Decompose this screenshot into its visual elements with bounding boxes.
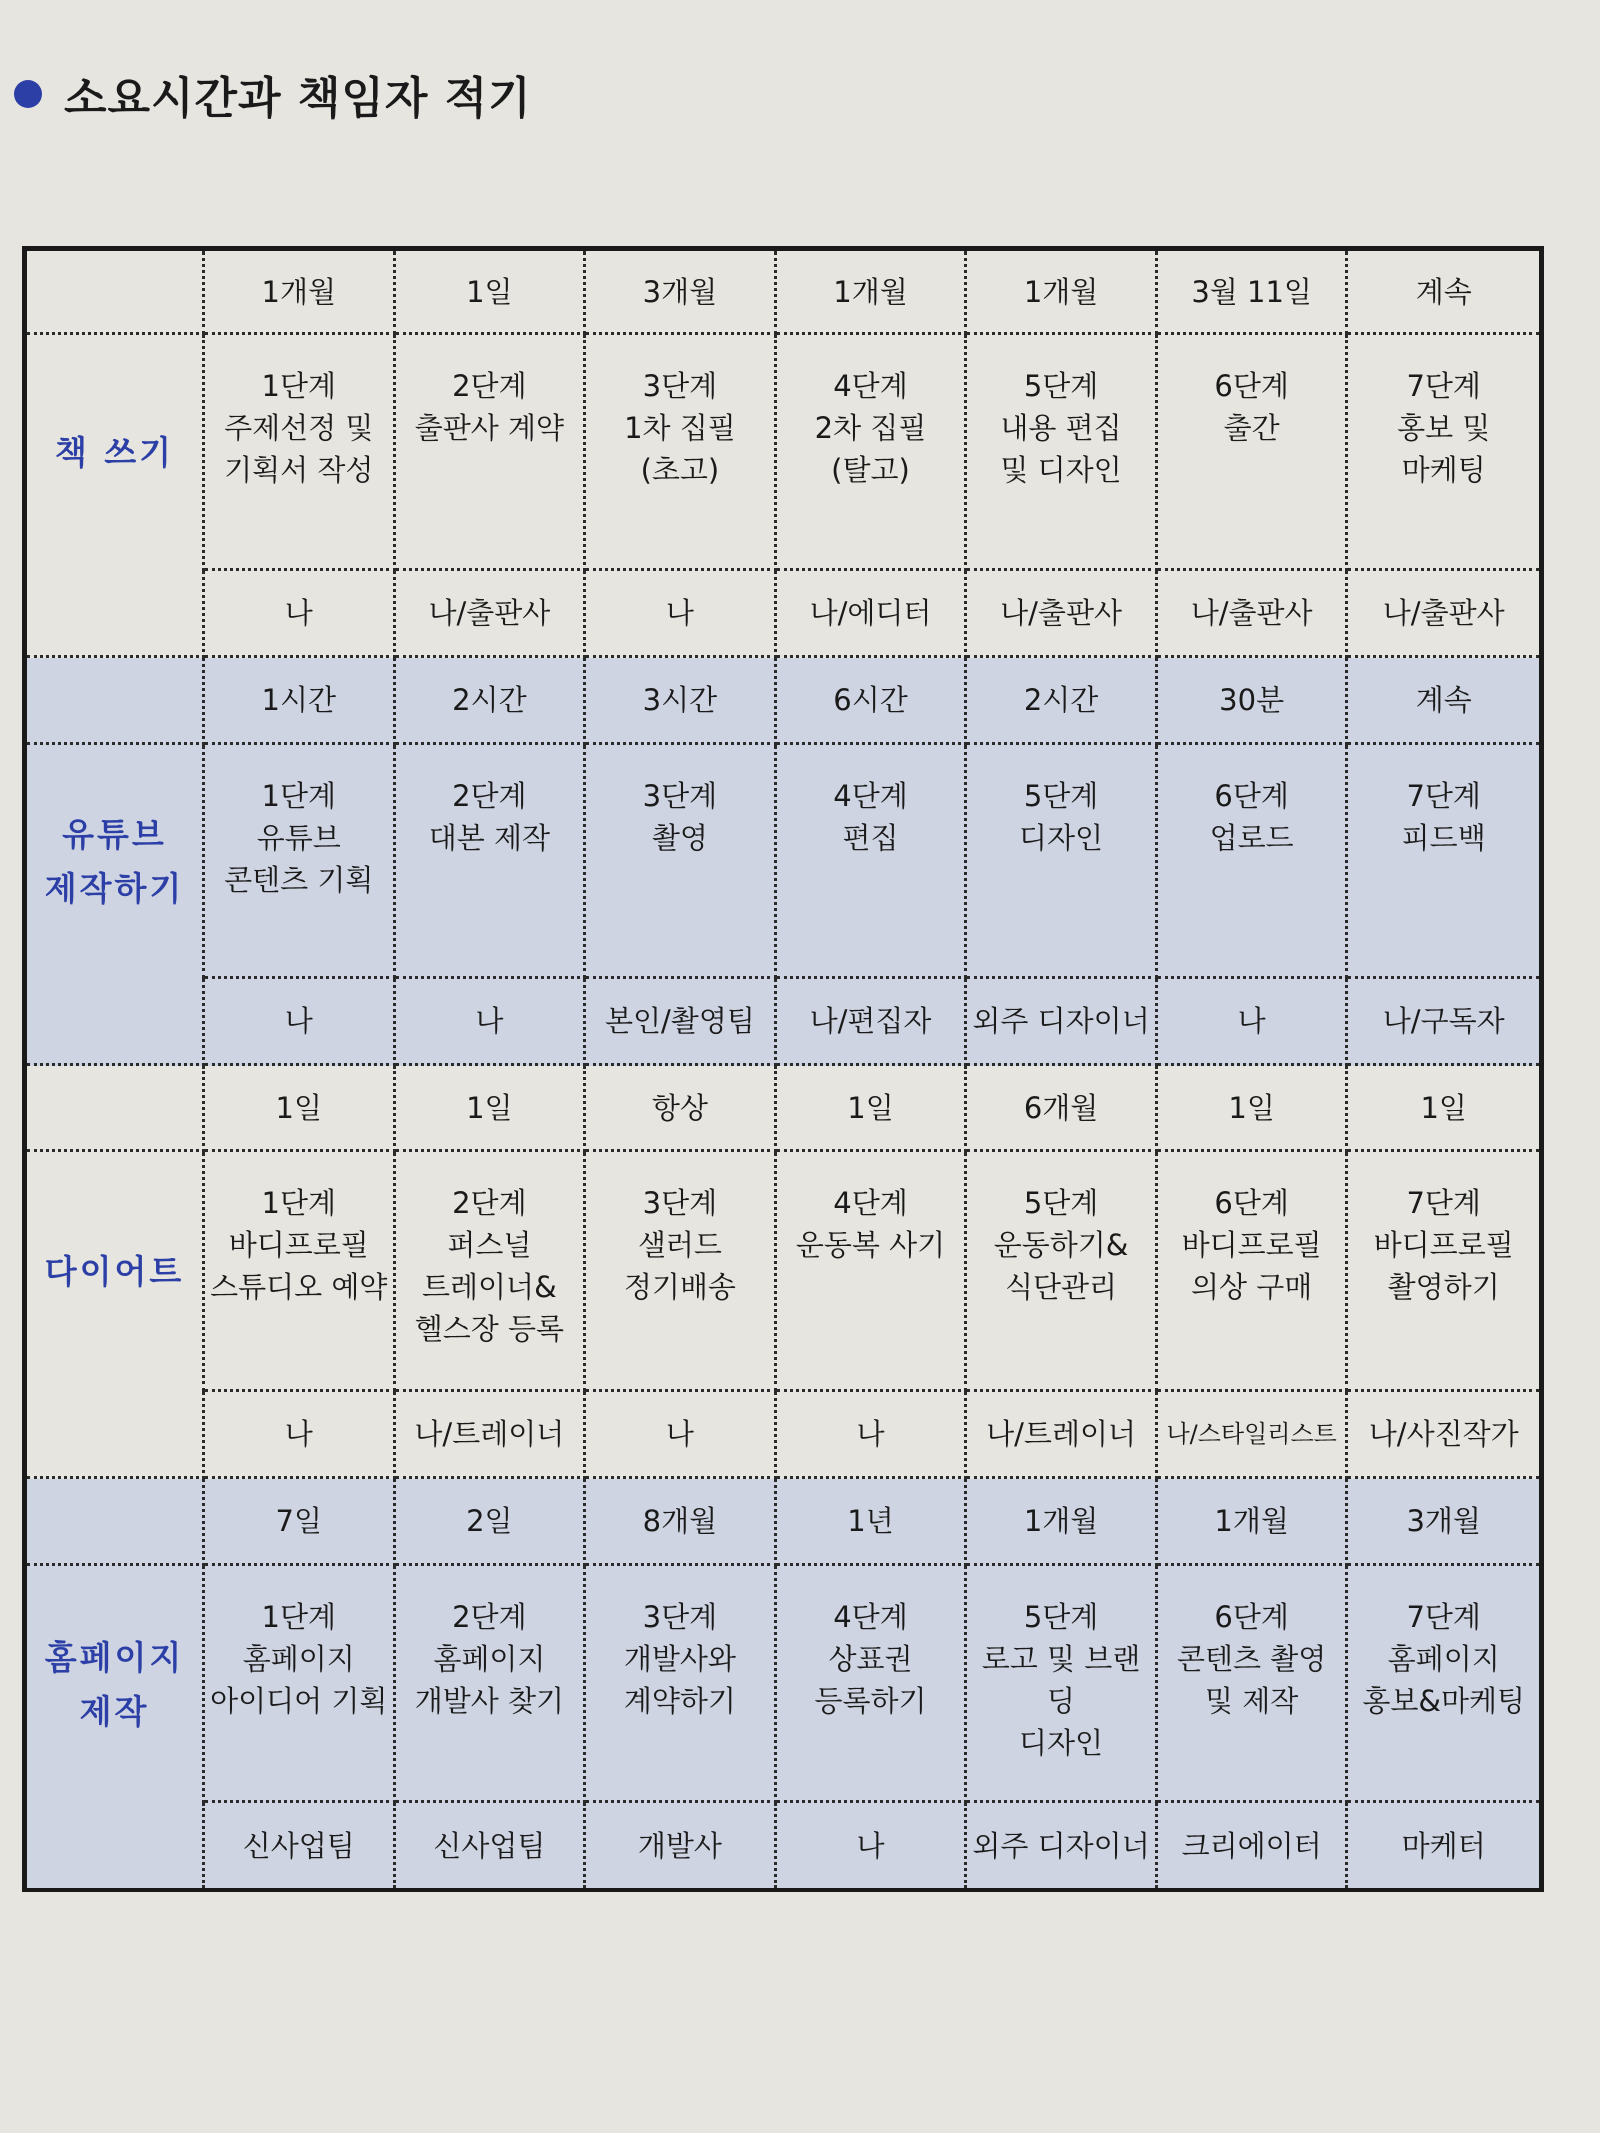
step-cell: 1단계 홈페이지 아이디어 기획: [205, 1566, 396, 1803]
step-cell: 1단계 주제선정 및 기획서 작성: [205, 335, 396, 571]
owner-cell: 나/에디터: [777, 571, 968, 658]
time-cell: 7일: [205, 1479, 396, 1566]
time-cell: 2시간: [967, 658, 1158, 745]
owner-cell: 나/출판사: [967, 571, 1158, 658]
step-cell: 4단계 상표권 등록하기: [777, 1566, 968, 1803]
time-cell: 1일: [1348, 1066, 1539, 1152]
step-cell: 2단계 홈페이지 개발사 찾기: [396, 1566, 587, 1803]
step-cell: 5단계 디자인: [967, 745, 1158, 979]
step-cell: 2단계 퍼스널 트레이너& 헬스장 등록: [396, 1152, 587, 1392]
step-cell: 4단계 2차 집필 (탈고): [777, 335, 968, 571]
label-spacer: [27, 1479, 205, 1566]
label-spacer: [27, 1392, 205, 1479]
heading-title: 소요시간과 책임자 적기: [64, 73, 532, 124]
owner-cell: 외주 디자이너: [967, 979, 1158, 1066]
step-cell: 3단계 개발사와 계약하기: [586, 1566, 777, 1803]
owner-cell: 나/편집자: [777, 979, 968, 1066]
step-cell: 1단계 유튜브 콘텐츠 기획: [205, 745, 396, 979]
time-cell: 1년: [777, 1479, 968, 1566]
owner-cell: 나: [396, 979, 587, 1066]
bullet-icon: [14, 80, 42, 108]
owner-cell: 나/출판사: [396, 571, 587, 658]
label-spacer: [27, 1066, 205, 1152]
owner-cell: 신사업팀: [396, 1803, 587, 1888]
time-cell: 3개월: [1348, 1479, 1539, 1566]
step-cell: 5단계 내용 편집 및 디자인: [967, 335, 1158, 571]
owner-cell: 나: [586, 571, 777, 658]
time-cell: 1일: [396, 251, 587, 335]
step-cell: 1단계 바디프로필 스튜디오 예약: [205, 1152, 396, 1392]
time-cell: 3월 11일: [1158, 251, 1349, 335]
time-cell: 1개월: [777, 251, 968, 335]
time-cell: 계속: [1348, 251, 1539, 335]
time-cell: 1일: [1158, 1066, 1349, 1152]
owner-cell: 마케터: [1348, 1803, 1539, 1888]
owner-cell: 본인/촬영팀: [586, 979, 777, 1066]
time-cell: 2일: [396, 1479, 587, 1566]
step-cell: 5단계 로고 및 브랜딩 디자인: [967, 1566, 1158, 1803]
owner-cell: 나/트레이너: [396, 1392, 587, 1479]
owner-cell: 나/트레이너: [967, 1392, 1158, 1479]
step-cell: 2단계 대본 제작: [396, 745, 587, 979]
owner-cell: 나/스타일리스트: [1158, 1392, 1349, 1479]
plan-table: [22, 246, 1544, 1892]
time-cell: 30분: [1158, 658, 1349, 745]
section-label: 홈페이지 제작: [27, 1566, 205, 1803]
label-spacer: [27, 979, 205, 1066]
step-cell: 7단계 홈페이지 홍보&마케팅: [1348, 1566, 1539, 1803]
step-cell: 4단계 편집: [777, 745, 968, 979]
time-cell: 1개월: [967, 1479, 1158, 1566]
time-cell: 1일: [396, 1066, 587, 1152]
step-cell: 6단계 콘텐츠 촬영 및 제작: [1158, 1566, 1349, 1803]
owner-cell: 나: [205, 571, 396, 658]
owner-cell: 나/출판사: [1158, 571, 1349, 658]
time-cell: 2시간: [396, 658, 587, 745]
step-cell: 6단계 업로드: [1158, 745, 1349, 979]
time-cell: 항상: [586, 1066, 777, 1152]
label-spacer: [27, 251, 205, 335]
step-cell: 6단계 출간: [1158, 335, 1349, 571]
time-cell: 8개월: [586, 1479, 777, 1566]
owner-cell: 나: [777, 1392, 968, 1479]
label-spacer: [27, 571, 205, 658]
time-cell: 3개월: [586, 251, 777, 335]
owner-cell: 나/구독자: [1348, 979, 1539, 1066]
owner-cell: 나/사진작가: [1348, 1392, 1539, 1479]
time-cell: 1개월: [967, 251, 1158, 335]
time-cell: 1개월: [205, 251, 396, 335]
step-cell: 7단계 홍보 및 마케팅: [1348, 335, 1539, 571]
time-cell: 6개월: [967, 1066, 1158, 1152]
time-cell: 1일: [777, 1066, 968, 1152]
section-label: 책 쓰기: [27, 335, 205, 571]
time-cell: 계속: [1348, 658, 1539, 745]
owner-cell: 크리에이터: [1158, 1803, 1349, 1888]
step-cell: 7단계 피드백: [1348, 745, 1539, 979]
step-cell: 7단계 바디프로필 촬영하기: [1348, 1152, 1539, 1392]
step-cell: 3단계 샐러드 정기배송: [586, 1152, 777, 1392]
step-cell: 3단계 1차 집필 (초고): [586, 335, 777, 571]
owner-cell: 신사업팀: [205, 1803, 396, 1888]
owner-cell: 개발사: [586, 1803, 777, 1888]
section-label: 유튜브 제작하기: [27, 745, 205, 979]
owner-cell: 나: [1158, 979, 1349, 1066]
label-spacer: [27, 1803, 205, 1888]
step-cell: 5단계 운동하기& 식단관리: [967, 1152, 1158, 1392]
step-cell: 4단계 운동복 사기: [777, 1152, 968, 1392]
time-cell: 1시간: [205, 658, 396, 745]
label-spacer: [27, 658, 205, 745]
step-cell: 3단계 촬영: [586, 745, 777, 979]
owner-cell: 나/출판사: [1348, 571, 1539, 658]
time-cell: 3시간: [586, 658, 777, 745]
owner-cell: 나: [205, 1392, 396, 1479]
time-cell: 6시간: [777, 658, 968, 745]
time-cell: 1개월: [1158, 1479, 1349, 1566]
owner-cell: 나: [777, 1803, 968, 1888]
owner-cell: 나: [586, 1392, 777, 1479]
time-cell: 1일: [205, 1066, 396, 1152]
owner-cell: 나: [205, 979, 396, 1066]
step-cell: 2단계 출판사 계약: [396, 335, 587, 571]
step-cell: 6단계 바디프로필 의상 구매: [1158, 1152, 1349, 1392]
section-heading: [14, 62, 532, 126]
section-label: 다이어트: [27, 1152, 205, 1392]
owner-cell: 외주 디자이너: [967, 1803, 1158, 1888]
